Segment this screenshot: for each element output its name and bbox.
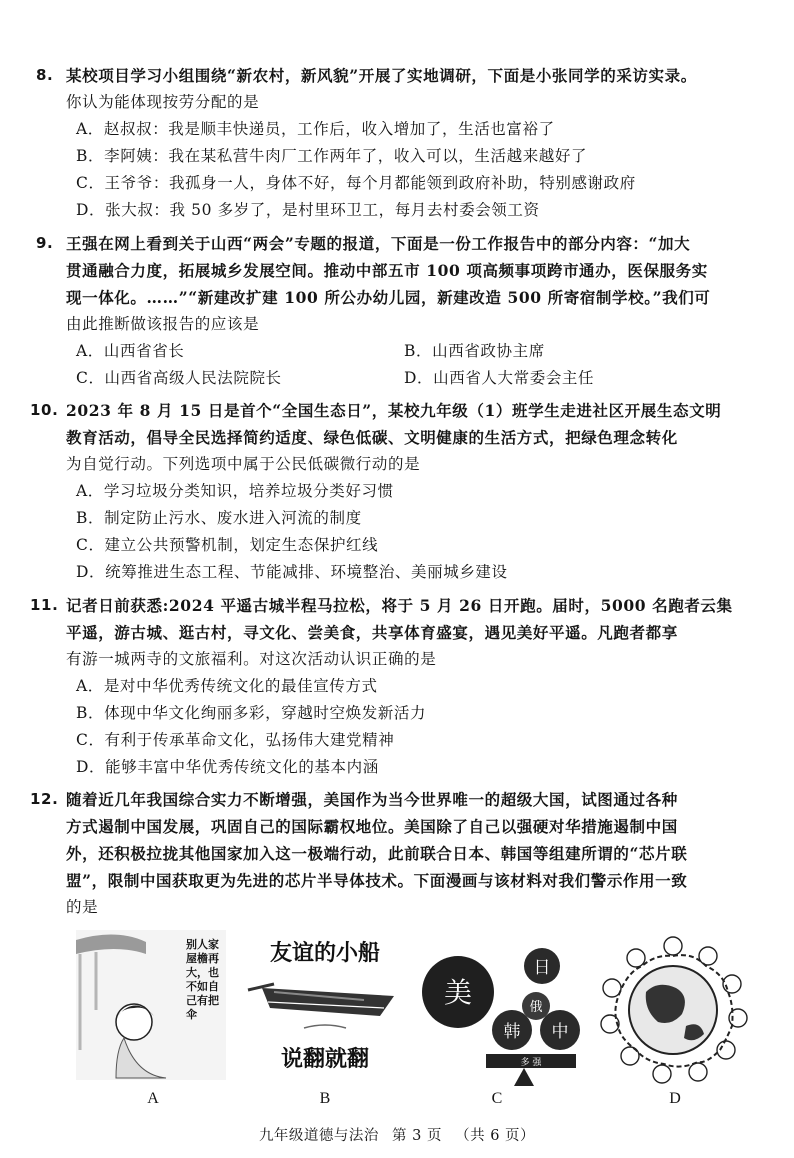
child-head	[689, 1063, 707, 1081]
stem-line: 随着近几年我国综合实力不断增强，美国作为当今世界唯一的超级大国，试图通过各种	[66, 790, 678, 809]
stem-line: 你认为能体现按劳分配的是	[66, 93, 260, 111]
page-footer	[0, 1124, 794, 1145]
child-head	[664, 937, 682, 955]
question-11	[30, 592, 762, 781]
cartoon-b[interactable]	[244, 930, 406, 1080]
cartoon-a-text: 屋檐再	[186, 952, 219, 965]
cartoon-label-a[interactable]: A	[147, 1090, 159, 1107]
cartoon-a[interactable]	[76, 930, 226, 1080]
stem-line: 平遥，游古城、逛古村，寻文化、尝美食，共享体育盛宴，遇见美好平遥。凡跑者都享	[66, 623, 678, 642]
question-12	[30, 786, 762, 921]
question-10	[30, 397, 762, 586]
footer-total: （共 6 页）	[455, 1128, 536, 1144]
stem-line: 方式遏制中国发展，巩固自己的国际霸权地位。美国除了自己以强硬对华措施遏制中国	[66, 817, 678, 836]
option-b[interactable]: B．制定防止污水、废水进入河流的制度	[76, 509, 362, 527]
stem-line: 由此推断做该报告的应该是	[66, 315, 260, 333]
option-a[interactable]: A．山西省省长	[76, 342, 185, 360]
circle-korea-label: 韩	[503, 1022, 521, 1042]
cartoon-a-text: 不如自	[186, 980, 219, 993]
option-b[interactable]: B．李阿姨：我在某私营牛肉厂工作两年了，收入可以，生活越来越好了	[76, 147, 588, 165]
circle-china-label: 中	[551, 1022, 569, 1042]
child-head	[717, 1041, 735, 1059]
cartoon-a-text: 伞	[186, 1008, 197, 1021]
stem-line: 教育活动，倡导全民选择简约适度、绿色低碳、文明健康的生活方式，把绿色理念转化	[66, 428, 678, 447]
option-c[interactable]: C．建立公共预警机制，划定生态保护红线	[76, 536, 379, 554]
footer-page: 第 3 页	[392, 1128, 442, 1144]
balance-fulcrum	[514, 1068, 534, 1086]
question-stem	[44, 786, 762, 921]
question-number: 9.	[36, 234, 54, 252]
stem-line: 某校项目学习小组围绕“新农村，新风貌”开展了实地调研，下面是小张同学的采访实录。	[66, 66, 697, 85]
circle-russia-label: 俄	[529, 1000, 543, 1015]
option-c[interactable]: C．有利于传承革命文化，弘扬伟大建党精神	[76, 731, 395, 749]
stem-line: 盟”，限制中国获取更为先进的芯片半导体技术。下面漫画与该材料对我们警示作用一致	[66, 871, 688, 890]
cartoon-b-title: 友谊的小船	[269, 941, 381, 966]
cartoon-c[interactable]	[420, 930, 584, 1092]
cartoon-a-text: 大，也	[186, 966, 219, 979]
option-d[interactable]: D．山西省人大常委会主任	[404, 369, 595, 387]
cartoon-d[interactable]	[598, 930, 748, 1086]
question-9	[36, 230, 762, 392]
stem-line: 有游一城两寺的文旅福利。对这次活动认识正确的是	[66, 650, 437, 668]
option-d[interactable]: D．张大叔：我 50 多岁了，是村里环卫工，每月去村委会领工资	[76, 201, 540, 219]
question-stem	[44, 230, 762, 338]
question-stem	[44, 397, 762, 478]
cartoon-options	[70, 930, 750, 1110]
cartoon-a-text: 己有把	[186, 994, 219, 1007]
water	[304, 1025, 346, 1028]
cartoon-label-b[interactable]: B	[319, 1090, 331, 1107]
question-number: 10.	[30, 401, 59, 419]
child-head	[653, 1065, 671, 1083]
stem-line: 贯通融合力度，拓展城乡发展空间。推动中部五市 100 项高频事项跨市通办，医保服务实	[66, 261, 708, 280]
cartoon-b-caption: 说翻就翻	[280, 1047, 370, 1072]
question-stem	[44, 62, 762, 116]
circle-japan-label: 日	[533, 958, 551, 978]
question-8	[36, 62, 762, 224]
stem-line: 外，还积极拉拢其他国家加入这一极端行动，此前联合日本、韩国等组建所谓的“芯片联	[66, 844, 688, 863]
option-row	[44, 365, 762, 392]
cartoon-label-d[interactable]: D	[669, 1090, 681, 1107]
stem-line: 2023 年 8 月 15 日是首个“全国生态日”，某校九年级（1）班学生走进社区开展生态文明	[66, 401, 722, 420]
balance-label: 多 强	[520, 1058, 542, 1068]
stem-line: 记者日前获悉:2024 平遥古城半程马拉松，将于 5 月 26 日开跑。届时，5000 名跑者云集	[66, 596, 733, 615]
child-head	[723, 975, 741, 993]
stem-line: 王强在网上看到关于山西“两会”专题的报道，下面是一份工作报告中的部分内容：“加大	[66, 234, 691, 253]
child-head	[627, 949, 645, 967]
footer-subject: 九年级道德与法治	[258, 1128, 379, 1144]
option-b[interactable]: B．山西省政协主席	[404, 342, 545, 360]
option-d[interactable]: D．能够丰富中华优秀传统文化的基本内涵	[76, 758, 379, 776]
option-a[interactable]: A．学习垃圾分类知识，培养垃圾分类好习惯	[76, 482, 394, 500]
question-number: 8.	[36, 66, 54, 84]
question-stem	[44, 592, 762, 673]
question-number: 12.	[30, 790, 59, 808]
question-number: 11.	[30, 596, 59, 614]
option-a[interactable]: A．是对中华优秀传统文化的最佳宣传方式	[76, 677, 378, 695]
stem-line: 现一体化。……”“新建改扩建 100 所公办幼儿园，新建改造 500 所寄宿制学校。”我们可	[66, 288, 711, 307]
cartoon-label-c[interactable]: C	[491, 1090, 503, 1107]
child-head	[699, 947, 717, 965]
option-c[interactable]: C．山西省高级人民法院院长	[76, 369, 282, 387]
option-c[interactable]: C．王爷爷：我孤身一人，身体不好，每个月都能领到政府补助，特别感谢政府	[76, 174, 636, 192]
option-row	[44, 338, 762, 365]
option-a[interactable]: A．赵叔叔：我是顺丰快递员，工作后，收入增加了，生活也富裕了	[76, 120, 555, 138]
cartoon-a-text: 别人家	[186, 938, 219, 951]
option-d[interactable]: D．统筹推进生态工程、节能减排、环境整治、美丽城乡建设	[76, 563, 508, 581]
circle-usa-label: 美	[443, 976, 473, 1009]
stem-line: 的是	[66, 898, 99, 916]
option-b[interactable]: B．体现中华文化绚丽多彩，穿越时空焕发新活力	[76, 704, 427, 722]
stem-line: 为自觉行动。下列选项中属于公民低碳微行动的是	[66, 455, 421, 473]
